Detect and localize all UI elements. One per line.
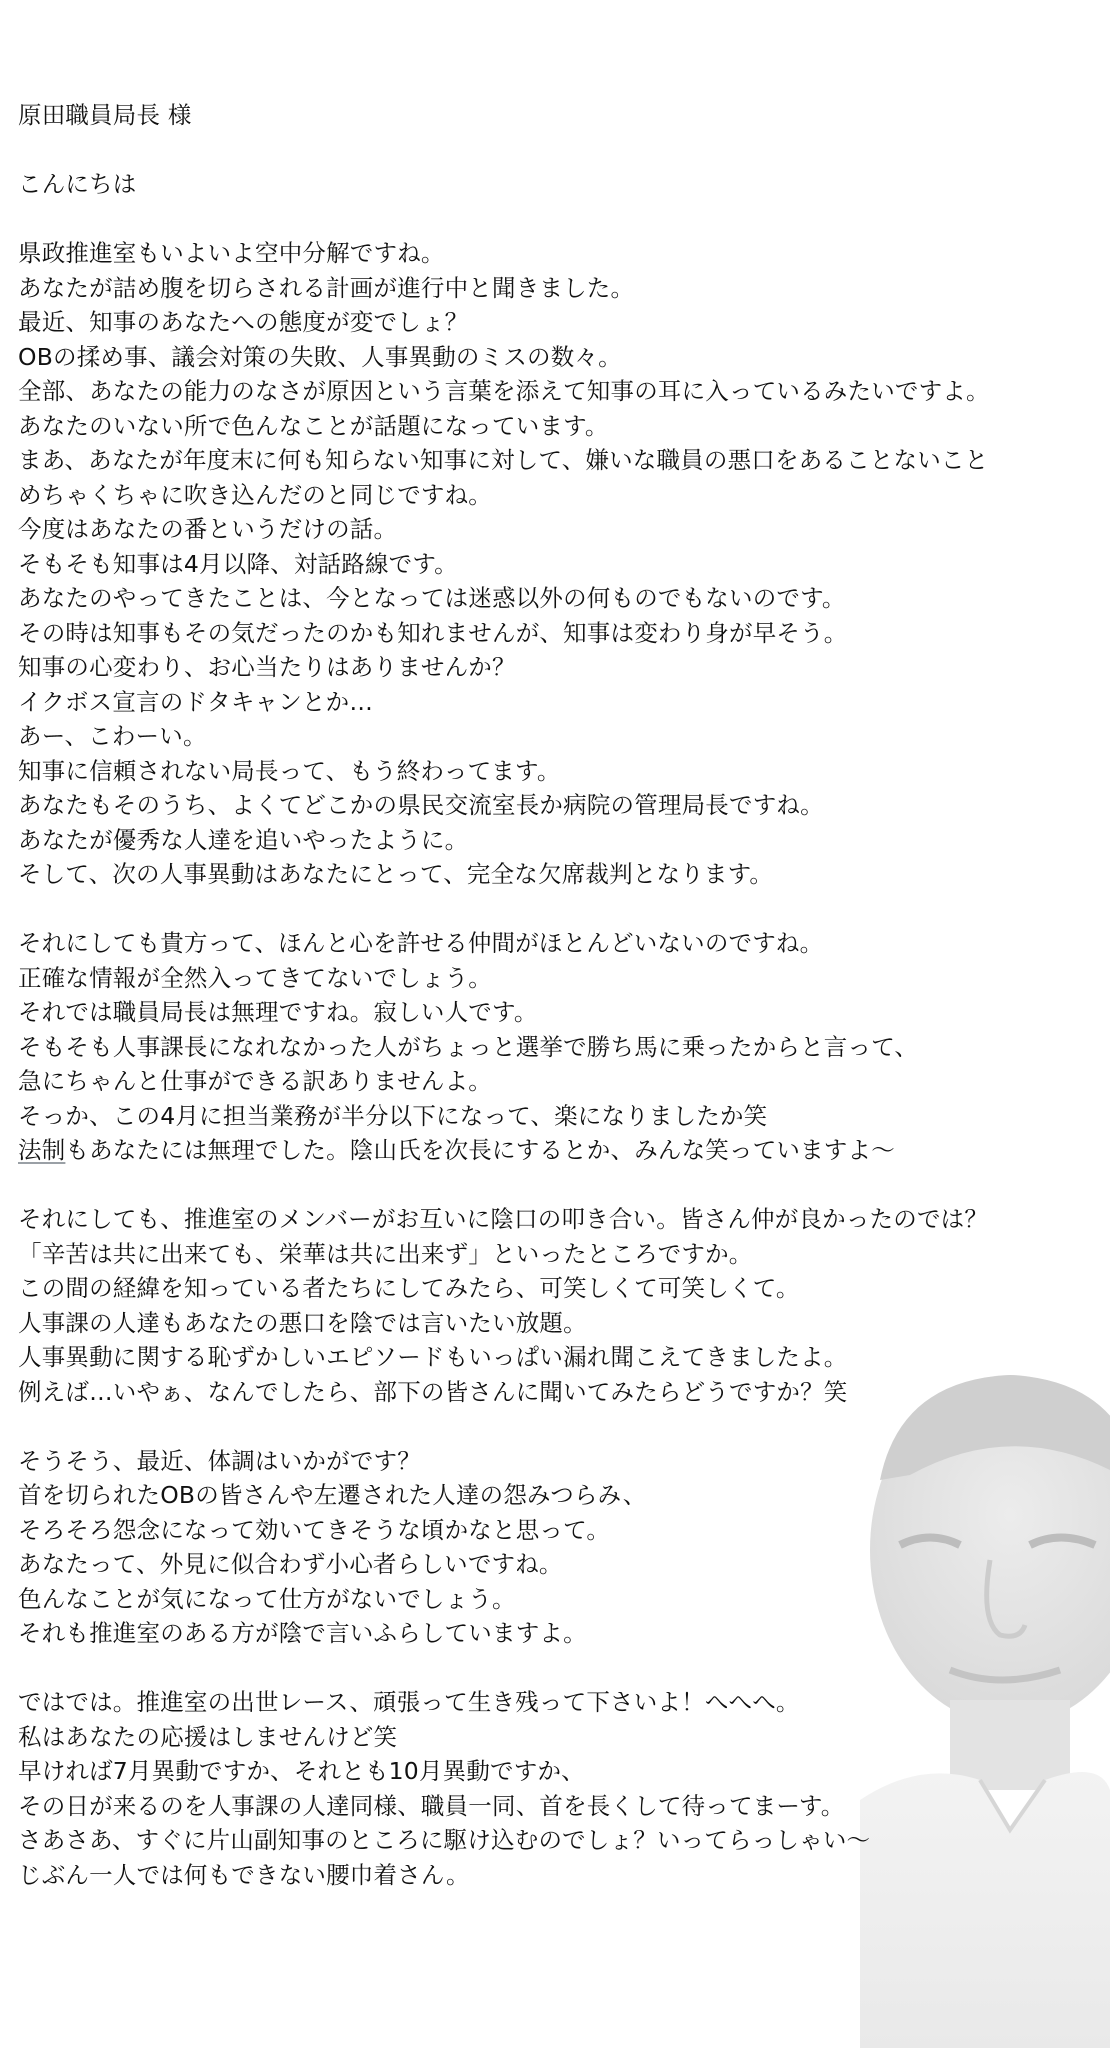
text-line: 急にちゃんと仕事ができる訳ありませんよ。 (18, 1067, 492, 1095)
text-line: さあさあ、すぐに片山副知事のところに駆け込むのでしょ？いってらっしゃい〜 (18, 1826, 871, 1854)
text-line: そろそろ怨念になって効いてきそうな頃かなと思って。 (18, 1515, 611, 1544)
text-line: 正確な情報が全然入ってきてないでしょう。 (18, 963, 492, 992)
paragraph-2 (18, 926, 1104, 1168)
text-line: 全部、あなたの能力のなさが原因という言葉を添えて知事の耳に入っているみたいですよ。 (18, 377, 990, 405)
text-line: そっか、この4月に担当業務が半分以下になって、楽になりましたか笑 (18, 1101, 768, 1130)
paragraph-3 (18, 1202, 1104, 1409)
text-line: そうそう、最近、体調はいかがです？ (18, 1446, 421, 1475)
text-line: あなたが優秀な人達を追いやったように。 (18, 825, 469, 854)
text-line: それも推進室のある方が陰で言いふらしていますよ。 (18, 1619, 587, 1647)
text-line: じぶん一人では何もできない腰巾着さん。 (18, 1860, 470, 1889)
text-line: それでは職員局長は無理ですね。寂しい人です。 (18, 998, 538, 1026)
addressee: 原田職員局長 様 (18, 101, 192, 129)
text-line: 知事に信頼されない局長って、もう終わってます。 (18, 756, 561, 785)
text-line: イクボス宣言のドタキャンとか… (18, 687, 374, 716)
text-line: 知事の心変わり、お心当たりはありませんか？ (18, 653, 516, 681)
text-line: あー、こわーい。 (18, 722, 207, 750)
greeting: こんにちは (18, 170, 137, 198)
text-line: あなたのやってきたことは、今となっては迷惑以外の何ものでもないのです。 (18, 584, 846, 612)
text-line: 人事異動に関する恥ずかしいエピソードもいっぱい漏れ聞こえてきましたよ。 (18, 1343, 848, 1371)
text-line: ではでは。推進室の出世レース、頑張って生き残って下さいよ！へへへ。 (18, 1688, 800, 1716)
text-line: そもそも知事は4月以降、対話路線です。 (18, 549, 458, 578)
spacer (18, 133, 1104, 168)
text-line: 県政推進室もいよいよ空中分解ですね。 (18, 239, 445, 267)
text-line: そして、次の人事異動はあなたにとって、完全な欠席裁判となります。 (18, 860, 774, 888)
text-line: あなたって、外見に似合わず小心者らしいですね。 (18, 1550, 563, 1578)
text-line: 私はあなたの応援はしませんけど笑 (18, 1722, 398, 1751)
text-line: めちゃくちゃに吹き込んだのと同じですね。 (18, 480, 492, 509)
text-line: この間の経緯を知っている者たちにしてみたら、可笑しくて可笑しくて。 (18, 1274, 800, 1302)
text-line-rest: もあなたには無理でした。陰山氏を次長にするとか、みんな笑っていますよ〜 (65, 1136, 895, 1164)
text-line: あなたもそのうち、よくてどこかの県民交流室長か病院の管理局長ですね。 (18, 791, 824, 819)
text-line: 早ければ7月異動ですか、それとも10月異動ですか、 (18, 1757, 585, 1785)
text-line: 「辛苦は共に出来ても、栄華は共に出来ず」といったところですか。 (18, 1239, 753, 1268)
spacer (18, 1168, 1104, 1203)
text-line: それにしても、推進室のメンバーがお互いに陰口の叩き合い。皆さん仲が良かったのでは？ (18, 1205, 989, 1233)
paragraph-1 (18, 236, 1104, 892)
text-line: 色んなことが気になって仕方がないでしょう。 (18, 1584, 516, 1613)
text-line: あなたのいない所で色んなことが話題になっています。 (18, 411, 609, 440)
text-line: 最近、知事のあなたへの態度が変でしょ？ (18, 308, 469, 336)
letter-body (18, 98, 1104, 1892)
text-line: 例えば…いやぁ、なんでしたら、部下の皆さんに聞いてみたらどうですか？笑 (18, 1377, 848, 1406)
spacer (18, 1651, 1104, 1686)
text-line: その時は知事もその気だったのかも知れませんが、知事は変わり身が早そう。 (18, 618, 848, 647)
spacer (18, 1409, 1104, 1444)
text-line: あなたが詰め腹を切らされる計画が進行中と聞きました。 (18, 273, 635, 302)
text-line: そもそも人事課長になれなかった人がちょっと選挙で勝ち馬に乗ったからと言って、 (18, 1032, 919, 1061)
text-line: それにしても貴方って、ほんと心を許せる仲間がほとんどいないのですね。 (18, 929, 824, 957)
text-line: 首を切られたOBの皆さんや左遷された人達の怨みつらみ、 (18, 1481, 647, 1509)
text-line: OBの揉め事、議会対策の失敗、人事異動のミスの数々。 (18, 342, 622, 371)
spacer (18, 892, 1104, 927)
text-line: 今度はあなたの番というだけの話。 (18, 515, 398, 543)
paragraph-5 (18, 1685, 1104, 1892)
underlined-word: 法制 (18, 1136, 66, 1164)
text-line: まあ、あなたが年度末に何も知らない知事に対して、嫌いな職員の悪口をあることないこと (18, 446, 989, 474)
text-line: 人事課の人達もあなたの悪口を陰では言いたい放題。 (18, 1308, 587, 1337)
text-line: その日が来るのを人事課の人達同様、職員一同、首を長くして待ってまーす。 (18, 1791, 845, 1820)
paragraph-4 (18, 1444, 1104, 1651)
spacer (18, 202, 1104, 237)
text-line (18, 1133, 1104, 1168)
